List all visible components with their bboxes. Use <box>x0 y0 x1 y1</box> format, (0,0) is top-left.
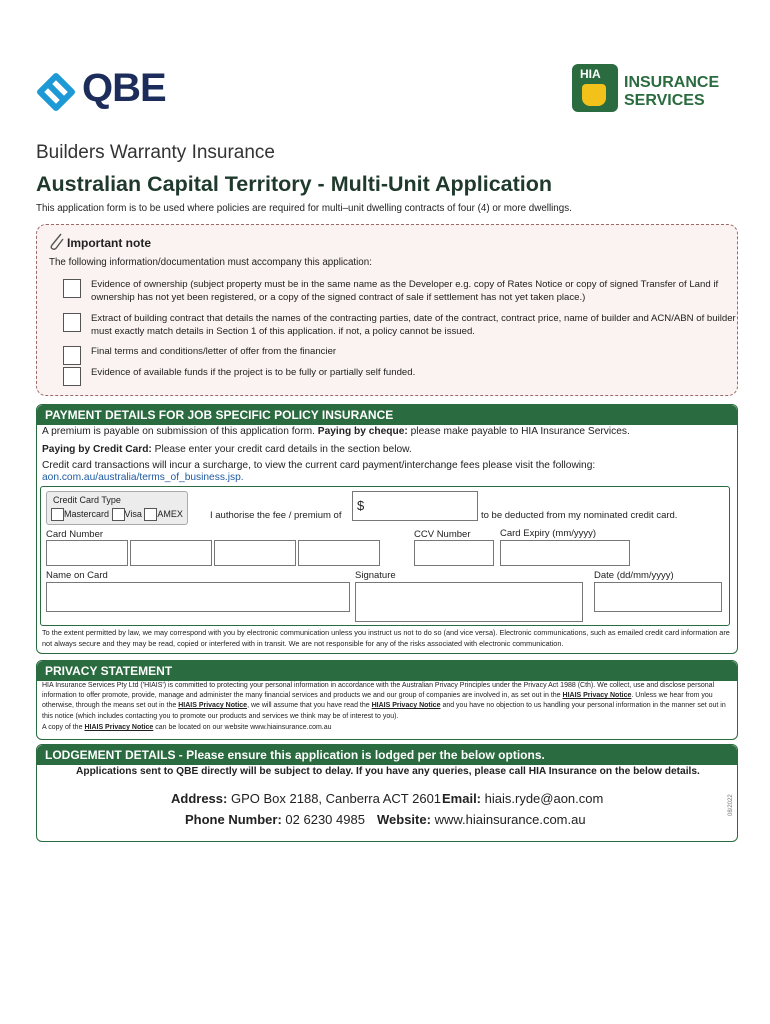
name-on-card-input[interactable] <box>46 582 350 612</box>
lodgement-website-line <box>377 812 586 827</box>
checkbox[interactable] <box>63 346 81 365</box>
payment-line-1a: A premium is payable on submission of this application form. <box>42 426 315 437</box>
privacy-p1c: , we will assume that you have read the <box>247 702 370 710</box>
privacy-p1d: and you have no objection to us handling your personal information in the manner set out in this notice (which includes contacting you to promote our products and services we think may be of interest to you). <box>42 702 726 720</box>
expiry-label: Card Expiry (mm/yyyy) <box>500 528 597 539</box>
email-value[interactable]: hiais.ryde@aon.com <box>484 791 604 806</box>
card-number-input-2[interactable] <box>130 540 212 566</box>
lodgement-delay-note: Applications sent to QBE directly will be subject to delay. If you have any queries, please call HIA Insurance on the below details. <box>76 766 700 777</box>
payment-line-3: Credit card transactions will incur a surcharge, to view the current card payment/interchange fees please visit the following: <box>42 460 596 471</box>
payment-line-1 <box>42 426 630 437</box>
card-number-input-3[interactable] <box>214 540 296 566</box>
payment-heading: PAYMENT DETAILS FOR JOB SPECIFIC POLICY INSURANCE <box>37 405 737 425</box>
hia-logo-line2: SERVICES <box>624 92 705 109</box>
checkbox[interactable] <box>63 279 81 298</box>
address-value: GPO Box 2188, Canberra ACT 2601 <box>230 791 442 806</box>
lodgement-phone-line <box>185 812 365 827</box>
privacy-text <box>42 681 730 722</box>
privacy-notice-link[interactable]: HIAIS Privacy Notice <box>178 702 248 710</box>
premium-amount-input[interactable] <box>352 491 478 521</box>
payment-line-2 <box>42 444 412 455</box>
date-label: Date (dd/mm/yyyy) <box>594 570 674 581</box>
important-note-box <box>36 224 738 396</box>
card-type-label: Credit Card Type <box>53 495 121 505</box>
signature-label: Signature <box>355 570 396 581</box>
signature-input[interactable] <box>355 582 583 622</box>
form-intro: This application form is to be used where policies are required for multi–unit dwelling contracts of four (4) or more dwellings. <box>36 203 572 214</box>
privacy-notice-link[interactable]: HIAIS Privacy Notice <box>562 692 632 700</box>
payment-line-2a: Paying by Credit Card: <box>42 444 152 455</box>
website-label: Website: <box>377 812 431 827</box>
paperclip-icon <box>47 231 67 253</box>
authorise-label: I authorise the fee / premium of <box>210 510 342 521</box>
dollar-sign: $ <box>357 498 365 513</box>
lodgement-heading: LODGEMENT DETAILS - Please ensure this application is lodged per the below options. <box>37 745 737 765</box>
form-title: Australian Capital Territory - Multi-Unit Application <box>36 172 553 196</box>
privacy-p2b: can be located on our website www.hiainsurance.com.au <box>155 724 332 731</box>
mastercard-label: Mastercard <box>64 508 110 519</box>
email-label: Email: <box>442 791 482 806</box>
payment-line-1c: please make payable to HIA Insurance Services. <box>410 426 630 437</box>
amex-label: AMEX <box>157 508 183 519</box>
privacy-copy-line <box>42 723 332 734</box>
hand-icon <box>582 84 606 106</box>
privacy-heading: PRIVACY STATEMENT <box>37 661 737 681</box>
date-input[interactable] <box>594 582 722 612</box>
name-on-card-label: Name on Card <box>46 570 108 581</box>
address-label: Address: <box>171 791 228 806</box>
list-item-text: Final terms and conditions/letter of offer from the financier <box>91 346 337 357</box>
card-number-input-4[interactable] <box>298 540 380 566</box>
visa-label: Visa <box>124 508 142 519</box>
hia-logo-badge-text: HIA <box>580 67 601 81</box>
hia-logo-line1: INSURANCE <box>624 74 720 91</box>
list-item-text: Evidence of available funds if the project is to be fully or partially self funded. <box>91 367 416 378</box>
payment-line-1b: Paying by cheque: <box>317 426 408 437</box>
list-item-text: Evidence of ownership (subject property must be in the same name as the Developer e.g. copy of Rates Notice or copy of signed Transfer of Land if ownership has not yet been registered, or a copy of the signed contract of sale if settlement has not yet taken place.) <box>91 279 719 303</box>
card-number-label: Card Number <box>46 529 104 540</box>
important-note-heading: Important note <box>67 236 151 250</box>
privacy-p1a: HIA Insurance Services Pty Ltd ('HIAIS') is committed to protecting your personal information in accordance with the Australian Privacy Principles under the Privacy Act 1988 (Cth). We collect, use and disclose personal information to offer promote, provide, manage and administer the many financial services and products we and our group of companies are involved in, as set out in the <box>42 682 715 700</box>
privacy-notice-link[interactable]: HIAIS Privacy Notice <box>84 724 154 731</box>
checkbox[interactable] <box>63 367 81 386</box>
deduct-label: to be deducted from my nominated credit card. <box>481 510 678 521</box>
card-expiry-input[interactable] <box>500 540 630 566</box>
hia-logo <box>572 64 742 114</box>
lodgement-address-line <box>171 791 441 806</box>
visa-checkbox[interactable] <box>112 508 125 521</box>
surcharge-link[interactable]: aon.com.au/australia/terms_of_business.jsp. <box>42 472 244 483</box>
form-subtitle: Builders Warranty Insurance <box>36 142 276 163</box>
website-value[interactable]: www.hiainsurance.com.au <box>434 812 586 827</box>
qbe-logo-text: QBE <box>82 66 166 110</box>
card-number-input-1[interactable] <box>46 540 128 566</box>
privacy-p1b: . Unless we hear from you otherwise, through the means set out in the <box>42 692 713 710</box>
phone-label: Phone Number: <box>185 812 282 827</box>
phone-value: 02 6230 4985 <box>285 812 365 827</box>
qbe-logo-mark-icon <box>36 72 76 112</box>
lodgement-email-line <box>442 791 603 806</box>
side-code: 08/2022 <box>728 794 734 816</box>
privacy-notice-link[interactable]: HIAIS Privacy Notice <box>371 702 441 710</box>
mastercard-checkbox[interactable] <box>51 508 64 521</box>
card-type-group <box>46 491 188 525</box>
qbe-logo <box>36 66 176 112</box>
list-item-text: Extract of building contract that details the names of the contracting parties, date of the contract, contract price, name of builder and ACN/ABN of builder must exactly match details in Section 1 of this application. if not, a policy cannot be issued. <box>91 313 736 337</box>
amex-checkbox[interactable] <box>144 508 157 521</box>
payment-line-2b: Please enter your credit card details in the section below. <box>154 444 412 455</box>
checkbox[interactable] <box>63 313 81 332</box>
privacy-p2a: A copy of the <box>42 724 83 731</box>
electronic-communication-disclaimer: To the extent permitted by law, we may correspond with you by electronic communication unless you instruct us not to do so (and vice versa). Electronic communications, such as emailed credit card information are not always secure and they may be read, copied or interfered with in transit. We are not responsible for any of the risks associated with electronic communication. <box>42 628 730 648</box>
important-note-lead: The following information/documentation must accompany this application: <box>49 257 372 268</box>
ccv-input[interactable] <box>414 540 494 566</box>
ccv-label: CCV Number <box>414 529 471 540</box>
hia-logo-badge-icon <box>572 64 618 112</box>
